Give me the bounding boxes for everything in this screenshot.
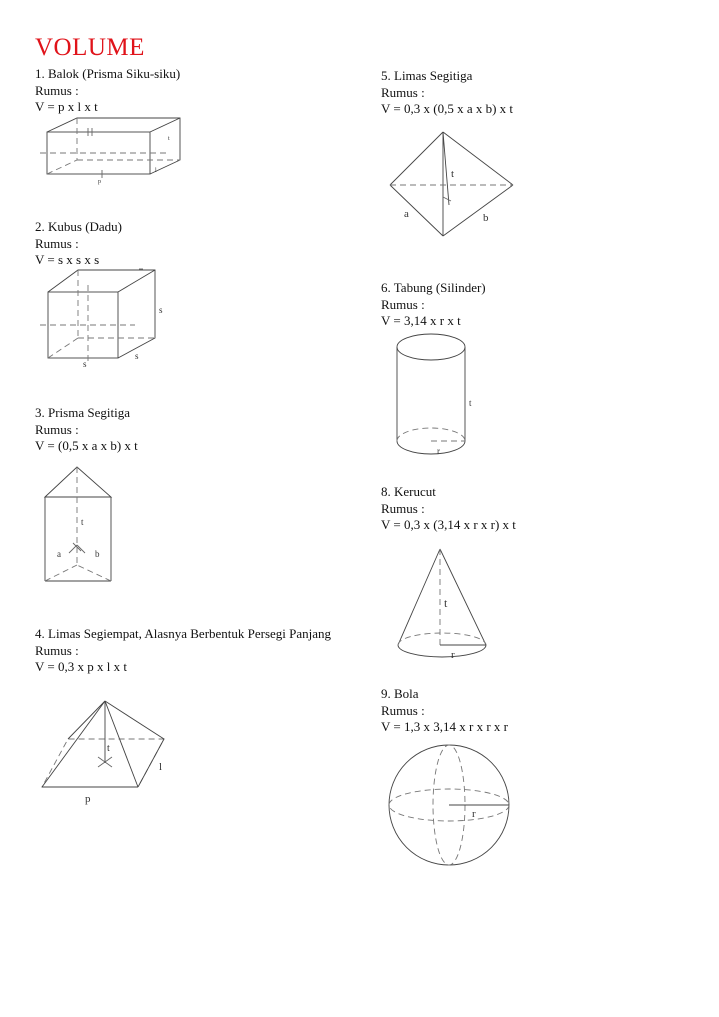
kerucut-diagram [395, 545, 495, 665]
formula: V = 3,14 x r x t [381, 313, 461, 328]
label-t: t [469, 398, 472, 408]
balok-diagram [30, 110, 190, 190]
label-b: b [483, 212, 489, 224]
section-kubus [35, 219, 122, 269]
section-bola [381, 686, 508, 736]
label-l: l [159, 761, 163, 773]
label-b: b [95, 549, 100, 559]
kubus-diagram [35, 265, 185, 375]
section-balok [35, 66, 180, 116]
page-title: VOLUME [35, 34, 145, 61]
section-heading: 1. Balok (Prisma Siku-siku) [35, 66, 181, 81]
formula: V = 0,3 x (0,5 x a x b) x t [381, 101, 514, 116]
section-heading: 8. Kerucut [381, 484, 436, 499]
formula: V = 0,3 x p x l x t [35, 659, 127, 674]
label-p: p [98, 179, 101, 185]
formula: V = p x l x t [35, 99, 98, 114]
rumus-label: Rumus : [381, 500, 425, 516]
formula: V = 1,3 x 3,14 x r x r x r [381, 719, 508, 734]
label-s-width: s [83, 359, 87, 369]
label-s-depth: s [135, 351, 139, 361]
section-limas-segitiga [381, 68, 513, 118]
formula: V = s x s x s [35, 252, 100, 267]
section-heading: 2. Kubus (Dadu) [35, 219, 123, 234]
limas-segiempat-diagram [35, 695, 175, 805]
label-t: t [107, 743, 110, 754]
rumus-label: Rumus : [381, 84, 425, 100]
label-t: t [451, 168, 455, 180]
rumus-label: Rumus : [381, 702, 425, 718]
tabung-diagram [390, 333, 490, 463]
section-heading: 6. Tabung (Silinder) [381, 280, 486, 295]
section-heading: 4. Limas Segiempat, Alasnya Berbentuk Persegi Panjang [35, 626, 332, 641]
section-heading: 5. Limas Segitiga [381, 68, 473, 83]
label-t: t [81, 517, 84, 527]
rumus-label: Rumus : [381, 296, 425, 312]
rumus-label: Rumus : [35, 235, 79, 251]
prisma-segitiga-diagram [35, 465, 125, 585]
rumus-label: Rumus : [35, 642, 79, 658]
section-tabung [381, 280, 486, 330]
label-a: a [404, 208, 409, 220]
formula: V = (0,5 x a x b) x t [35, 438, 138, 453]
label-t: t [168, 136, 170, 142]
label-a: a [57, 549, 61, 559]
label-r: r [437, 446, 440, 456]
section-heading: 3. Prisma Segitiga [35, 405, 130, 420]
section-prisma-segitiga [35, 405, 138, 455]
label-s-height: s [159, 305, 163, 315]
rumus-label: Rumus : [35, 82, 79, 98]
section-kerucut [381, 484, 516, 534]
formula: V = 0,3 x (3,14 x r x r) x t [381, 517, 516, 532]
label-t: t [444, 596, 448, 610]
section-heading: 9. Bola [381, 686, 419, 701]
label-l: l [155, 168, 157, 174]
limas-segitiga-diagram [385, 125, 520, 240]
bola-diagram [385, 743, 515, 873]
label-p: p [85, 793, 91, 805]
label-r: r [451, 649, 455, 661]
section-limas-segiempat [35, 626, 335, 676]
rumus-label: Rumus : [35, 421, 79, 437]
label-r: r [472, 808, 476, 820]
